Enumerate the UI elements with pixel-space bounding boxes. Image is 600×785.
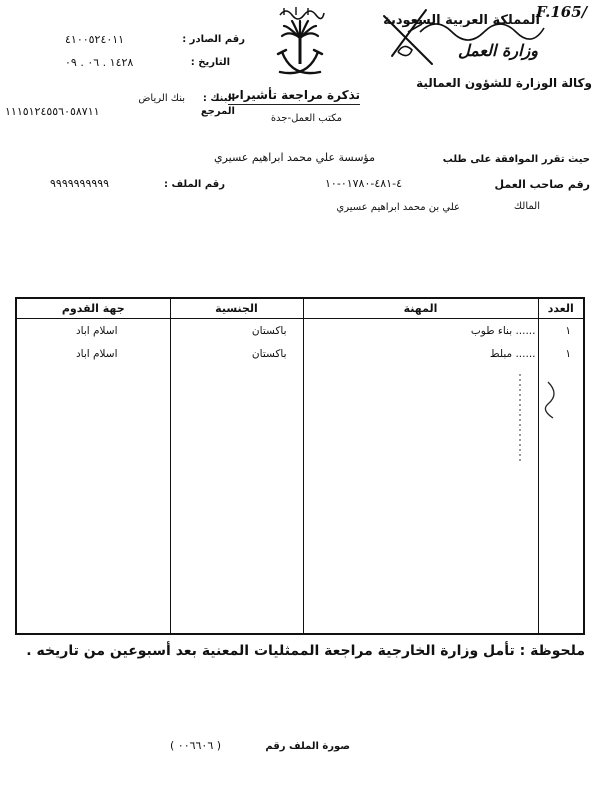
cell-profession: ...... بناء طوب bbox=[303, 319, 538, 343]
column-header-origin: جهة القدوم bbox=[17, 299, 170, 319]
approval-request-label: حيث تقرر الموافقة على طلب bbox=[442, 154, 590, 165]
table-row bbox=[17, 319, 583, 343]
ticket-title: تذكرة مراجعة تأشيرات bbox=[228, 88, 360, 105]
table-header-row bbox=[17, 299, 583, 319]
owner-label: المالك bbox=[513, 201, 540, 212]
file-copy-label: صورة الملف رقم bbox=[265, 741, 350, 752]
handwritten-document-mark: F.165/ bbox=[536, 3, 588, 21]
owner-name: علي بن محمد ابراهيم عسيري bbox=[336, 202, 460, 213]
ministry-name: وزارة العمل bbox=[458, 41, 538, 60]
cell-nationality: باكستان bbox=[170, 342, 303, 365]
file-copy-value: ( ٠٠٦٦٠٦ ) bbox=[170, 739, 222, 752]
file-number-value: ٩٩٩٩٩٩٩٩٩٩ bbox=[50, 177, 110, 190]
cell-profession: ...... مبلط bbox=[303, 342, 538, 365]
handwritten-x-mark bbox=[378, 4, 438, 72]
visa-table bbox=[15, 297, 585, 635]
employer-number-label: رقم صاحب العمل bbox=[494, 178, 590, 191]
cell-count: ١ bbox=[538, 342, 583, 365]
file-number-label: رقم الملف : bbox=[164, 179, 225, 190]
employer-number-value: ٤-٤٨١-٠١٧٨٠-١٠ bbox=[325, 177, 402, 190]
cell-origin: اسلام اباد bbox=[75, 324, 118, 337]
date-value: ١٤٢٨ . ٠٦ . ٠٩ bbox=[65, 56, 134, 69]
requester-name: مؤسسة علي محمد ابراهيم عسيري bbox=[213, 151, 375, 164]
empty-cell bbox=[17, 365, 170, 633]
empty-cell bbox=[170, 365, 303, 633]
bank-value: بنك الرياض bbox=[138, 93, 185, 104]
issue-number-value: ٤١٠٠٥٢٤٠١١ bbox=[65, 33, 125, 46]
reference-label: المرجع bbox=[200, 106, 235, 117]
date-label: التاريخ : bbox=[190, 57, 230, 68]
bank-label: البنك : bbox=[202, 93, 235, 104]
office-name: مكتب العمل-جدة bbox=[270, 113, 342, 124]
column-header-profession: المهنة bbox=[303, 299, 538, 319]
palm-and-swords-emblem-icon bbox=[274, 4, 326, 80]
visa-table-grid bbox=[17, 299, 583, 633]
note-text: ملحوظة : تأمل وزارة الخارجية مراجعة الممثليات المعنية بعد أسبوعين من تاريخه . bbox=[26, 643, 585, 659]
issue-number-label: رقم الصادر : bbox=[182, 34, 245, 45]
cell-origin: اسلام اباد bbox=[75, 347, 118, 360]
cell-nationality: باكستان bbox=[170, 319, 303, 343]
table-empty-space bbox=[17, 365, 583, 633]
cell-count: ١ bbox=[538, 319, 583, 343]
agency-name: وكالة الوزارة للشؤون العمالية bbox=[416, 76, 592, 90]
reference-value: ١١١٥١٢٤٥٥٦٠٥٨٧١١ bbox=[5, 105, 100, 118]
column-header-count: العدد bbox=[538, 299, 583, 319]
empty-cell bbox=[303, 365, 538, 633]
country-name: المملكة العربية السعودية bbox=[383, 13, 540, 28]
column-header-nationality: الجنسية bbox=[170, 299, 303, 319]
handwritten-margin-mark bbox=[512, 372, 562, 464]
table-row bbox=[17, 342, 583, 365]
